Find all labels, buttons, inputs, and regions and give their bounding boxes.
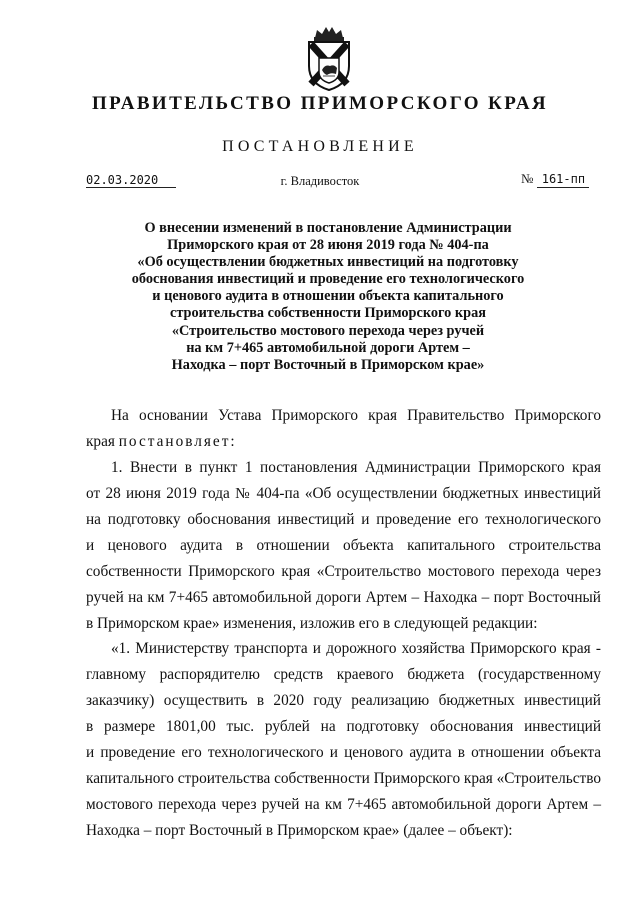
subject-line: «Об осуществлении бюджетных инвестиций на подготовку <box>137 254 519 271</box>
quote-line: «1. Министерству транспорта и дорожного хозяйства Приморского края - <box>111 640 601 658</box>
quote-line: мостового перехода через ручей на км 7+465 автомобильной дороги Артем – <box>86 796 601 814</box>
document-subject <box>110 220 546 374</box>
item1-line: ручей на км 7+465 автомобильной дороги Артем – Находка – порт Восточный <box>86 588 601 606</box>
government-title: ПРАВИТЕЛЬСТВО ПРИМОРСКОГО КРАЯ <box>91 93 549 114</box>
resolves-word: постановляет <box>118 432 231 450</box>
quote-line: главному распорядителю средств краевого бюджета (государственному <box>86 666 601 684</box>
preamble-line: На основании Устава Приморского края Правительство Приморского <box>111 407 601 424</box>
quote-line: капитального строительства собственности Приморского края «Строительство <box>86 770 601 788</box>
quote-line: Находка – порт Восточный в Приморском крае» (далее – объект): <box>86 822 513 839</box>
subject-line: и ценового аудита в отношении объекта капитального <box>152 288 504 305</box>
subject-line: О внесении изменений в постановление Администрации <box>144 220 512 236</box>
number-prefix: № <box>521 171 534 186</box>
item1-line: на подготовку обоснования инвестиций и проведение его технологического <box>86 510 601 528</box>
preamble-line: края постановляет: <box>86 432 235 450</box>
item1-line: от 28 июня 2019 года № 404-па «Об осуществлении бюджетных инвестиций <box>86 484 601 502</box>
subject-line: «Строительство мостового перехода через ручей <box>171 322 485 339</box>
quote-line: в размере 1801,00 тыс. рублей на подготовку обоснования инвестиций <box>86 718 601 736</box>
item1-line: собственности Приморского края «Строительство мостового перехода через <box>86 562 601 580</box>
item1-line: в Приморском крае» изменения, изложив его в следующей редакции: <box>86 614 538 632</box>
subject-line: строительства собственности Приморского края <box>170 305 486 322</box>
subject-line: обоснования инвестиций и проведение его технологического <box>131 271 525 288</box>
document-type: ПОСТАНОВЛЕНИЕ <box>222 138 418 155</box>
document-city: г. Владивосток <box>280 174 360 188</box>
document-number <box>521 171 589 188</box>
item1-line: 1. Внести в пункт 1 постановления Администрации Приморского края <box>111 458 601 476</box>
subject-line: на км 7+465 автомобильной дороги Артем – <box>186 339 470 356</box>
document-date: 02.03.2020 <box>86 173 176 188</box>
subject-line: Приморского края от 28 июня 2019 года № 404-па <box>167 237 489 254</box>
quote-line: заказчику) осуществить в 2020 году реализацию бюджетных инвестиций <box>86 692 601 710</box>
document-body <box>86 403 601 844</box>
number-value: 161-пп <box>537 171 589 188</box>
item1-line: и ценового аудита в отношении объекта капитального строительства <box>86 536 601 554</box>
quote-line: и проведение его технологического и ценового аудита в отношении объекта <box>86 744 601 762</box>
subject-line: Находка – порт Восточный в Приморском крае» <box>171 356 485 373</box>
primorsky-krai-coat-of-arms-icon <box>297 26 361 92</box>
